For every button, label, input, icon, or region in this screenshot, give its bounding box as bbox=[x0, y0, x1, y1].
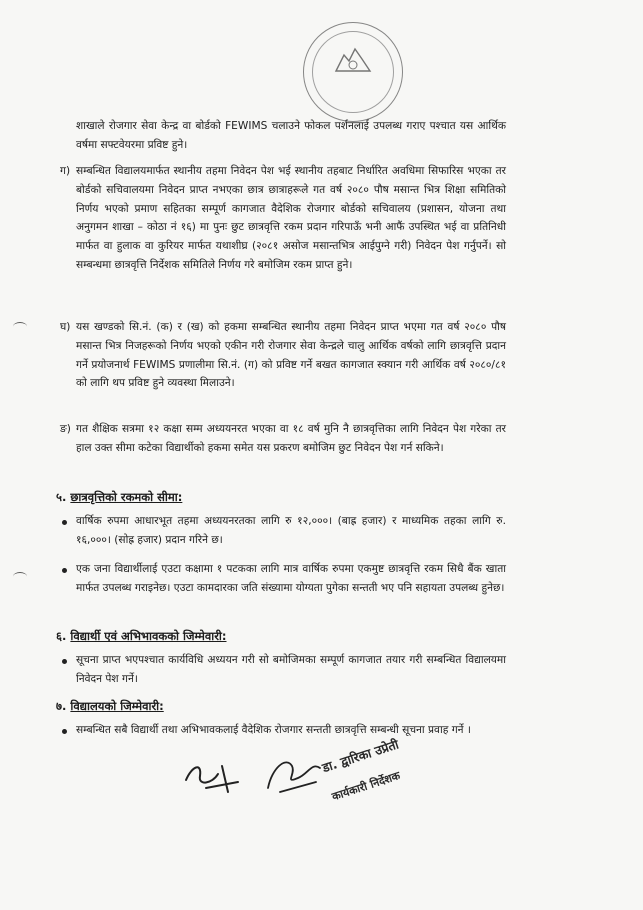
item-gha-text: यस खण्डको सि.नं. (क) र (ख) को हकमा सम्बन्धित स्थानीय तहमा निवेदन प्राप्त भएमा गत वर्ष २०८० पौष मसान्त भित्र निजहरूको निर्णय भएको एकीन गरी रोजगार सेवा केन्द्रले चालु आर्थिक वर्षको लागि छात्रवृत्ति प्रदान गर्ने प्रयोजनार्थ FEWIMS प्रणालीमा सि.नं. (ग) को प्रविष्ट गर्ने बखत कागजात स्क्यान गरी आर्थिक वर्ष २०८०/८१ को लागि थप प्रविष्ट हुने व्यवस्था मिलाउने। bbox=[76, 321, 506, 390]
government-seal bbox=[303, 22, 403, 122]
section-7-heading bbox=[56, 697, 164, 715]
item-ga-text: सम्बन्धित विद्यालयमार्फत स्थानीय तहमा निवेदन पेश भई स्थानीय तहबाट निर्धारित अवधिमा सिफारिस भएका तर बोर्डको सचिवालयमा निवेदन प्राप्त नभएका छात्र छात्राहरूले गत वर्ष २०८० पौष मसान्त भित्र शिक्षा समितिको निर्णय भएको प्रमाण सहितका सम्पूर्ण कागजात वैदेशिक रोजगार बोर्डको सचिवालय (प्रशासन, योजना तथा अनुगमन शाखा – कोठा नं १६) मा पुनः छुट छात्रवृत्ति रकम प्रदान गरिपाऊँ भनी आफैं उपस्थित भई वा प्रतिनिधी मार्फत वा हुलाक वा कुरियर मार्फत यथाशीघ्र (२०८१ असोज मसान्तभित्र आईपुग्ने गरी) निवेदन पेश गर्नुपर्ने। सो सम्बन्धमा छात्रवृत्ति निर्देशक समितिले निर्णय गरे बमोजिम रकम प्राप्त हुने। bbox=[76, 165, 506, 271]
seal-emblem-icon bbox=[334, 43, 372, 75]
section-5-bullet-2: एक जना विद्यार्थीलाई एउटा कक्षामा १ पटकका लागि मात्र वार्षिक रुपमा एकमुष्ट छात्रवृत्ति रकम सिधै बैंक खाता मार्फत उपलब्ध गराइनेछ। एउटा कामदारका जति संख्यामा योग्यता पुगेका सन्तती भए पनि सहायता उपलब्ध हुनेछ। bbox=[76, 563, 506, 594]
section-5-bullet-1: वार्षिक रुपमा आधारभूत तहमा अध्ययनरतका लागि रु १२,०००। (बाह्र हजार) र माध्यमिक तहका लागि रु. १६,०००। (सोह्र हजार) प्रदान गरिने छ। bbox=[76, 515, 506, 546]
section-7-bullet-1: सम्बन्धित सबै विद्यार्थी तथा अभिभावकलाई वैदेशिक रोजगार सन्तती छात्रवृत्ति सम्बन्धी सूचना प्रवाह गर्ने । bbox=[76, 724, 471, 736]
section-6-heading bbox=[56, 627, 227, 645]
item-label-ga: ग) bbox=[60, 165, 71, 177]
item-nga-text: गत शैक्षिक सत्रमा १२ कक्षा सम्म अध्ययनरत भएका वा १८ वर्ष मुनि नै छात्रवृत्तिका लागि निवेदन पेश गरेका तर हाल उक्त सीमा कटेका विद्यार्थीको हकमा समेत यस प्रकरण बमोजिम छुट निवेदन पेश गर्न सकिने। bbox=[76, 423, 506, 454]
margin-mark bbox=[13, 572, 27, 581]
signer-name: डा. द्वारिका उप्रेती bbox=[320, 736, 401, 776]
handwritten-signature-1 bbox=[178, 752, 248, 802]
section-5-title: छात्रवृत्तिको रकमको सीमा: bbox=[70, 490, 183, 504]
item-label-gha: घ) bbox=[60, 321, 71, 333]
section-5-heading bbox=[56, 488, 182, 506]
signer-title: कार्यकारी निर्देशक bbox=[330, 769, 402, 804]
section-7-title: विद्यालयको जिम्मेवारी: bbox=[70, 699, 164, 713]
item-label-nga: ङ) bbox=[60, 423, 71, 435]
margin-mark bbox=[13, 322, 27, 331]
section-7-number: ७. bbox=[56, 699, 67, 713]
bullet-dot bbox=[62, 568, 67, 573]
section-6-title: विद्यार्थी एवं अभिभावकको जिम्मेवारी: bbox=[70, 629, 227, 643]
bullet-dot bbox=[62, 659, 67, 664]
handwritten-signature-2 bbox=[262, 748, 332, 800]
section-6-number: ६. bbox=[56, 629, 67, 643]
section-5-number: ५. bbox=[56, 490, 67, 504]
bullet-dot bbox=[62, 729, 67, 734]
section-6-bullet-1: सूचना प्राप्त भएपश्चात कार्यविधि अध्ययन गरी सो बमोजिमका सम्पूर्ण कागजात तयार गरी सम्बन्धित विद्यालयमा निवेदन पेश गर्ने। bbox=[76, 654, 506, 685]
continuation-paragraph: शाखाले रोजगार सेवा केन्द्र वा बोर्डको FEWIMS चलाउने फोकल पर्शनलाई उपलब्ध गराए पश्चात यस आर्थिक वर्षमा सफ्टवेयरमा प्रविष्ट हुने। bbox=[76, 120, 506, 151]
bullet-dot bbox=[62, 520, 67, 525]
